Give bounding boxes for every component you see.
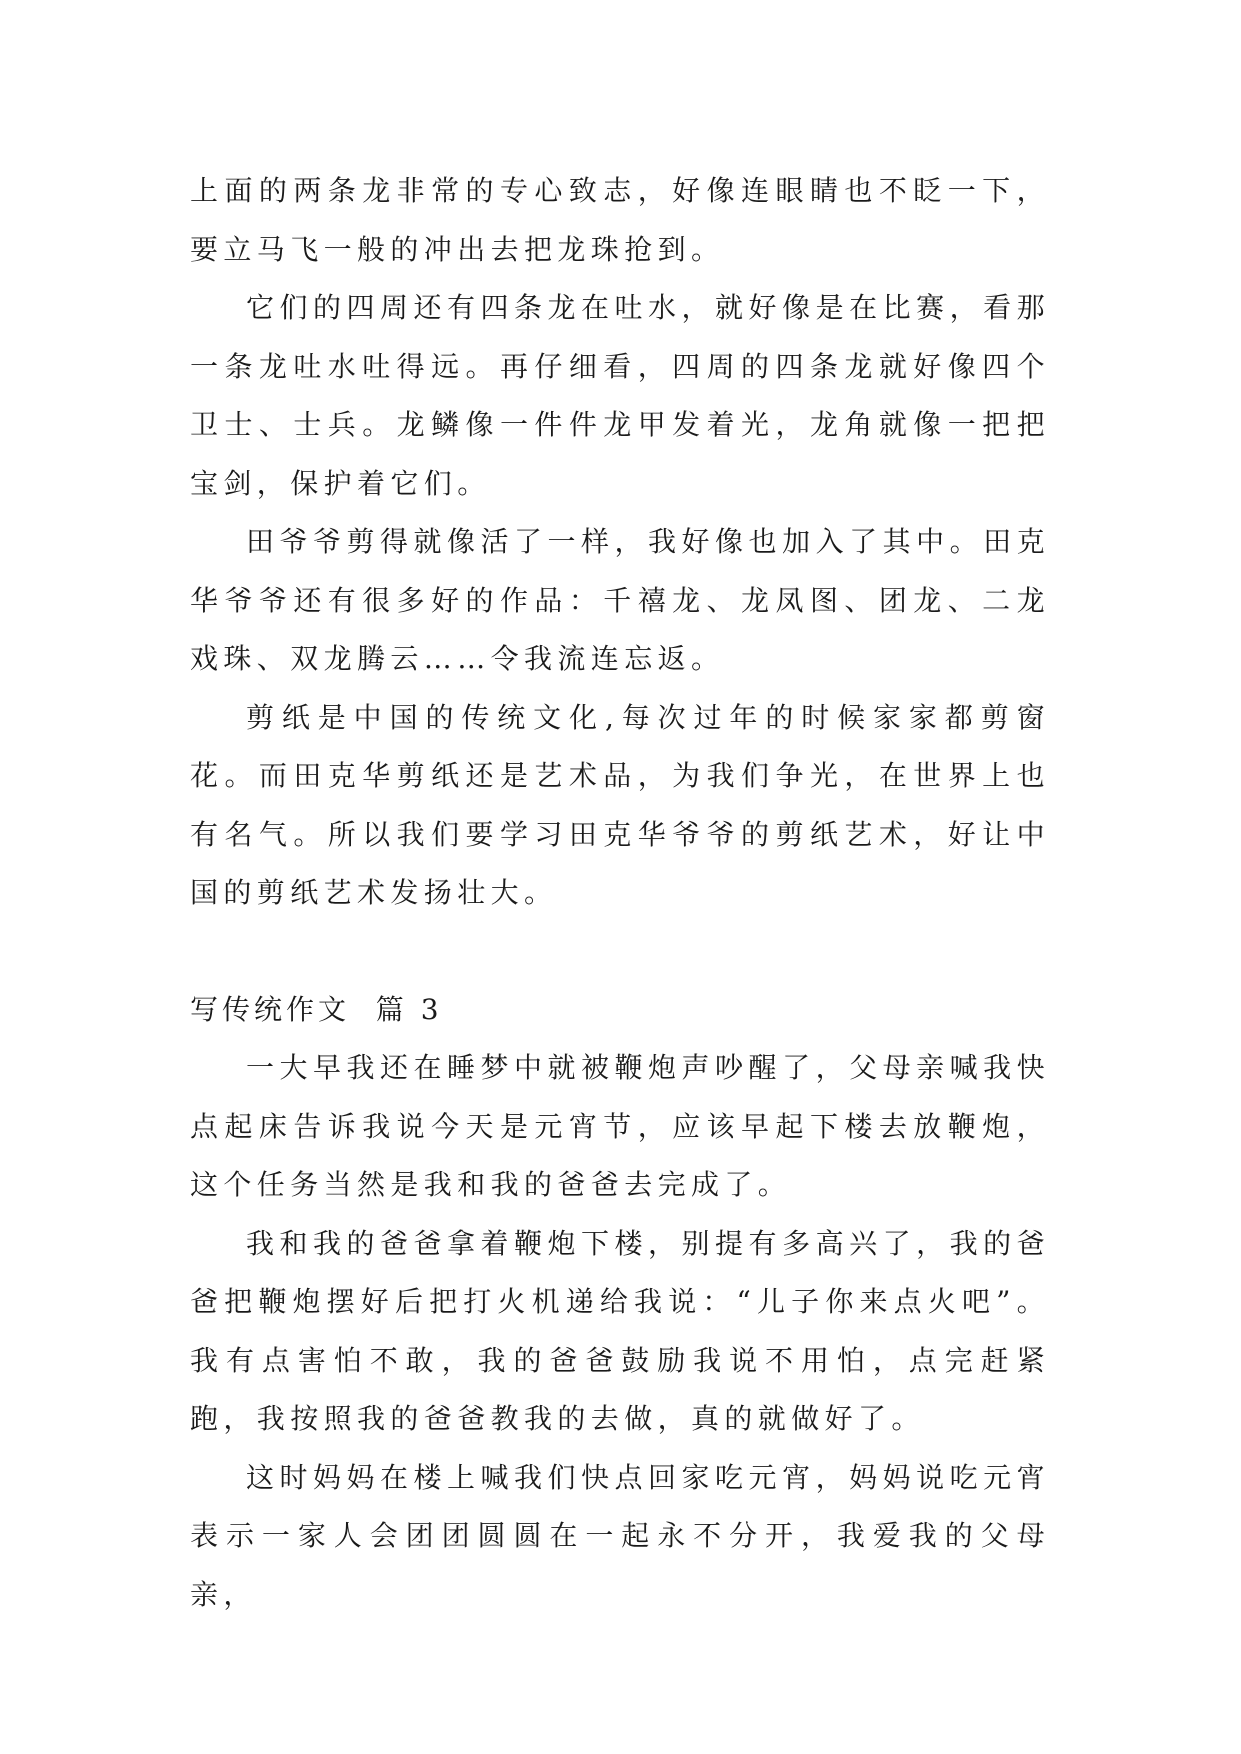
document-body: [190, 162, 1050, 1624]
paragraph: 这时妈妈在楼上喊我们快点回家吃元宵，妈妈说吃元宵表示一家人会团团圆圆在一起永不分开，我爱我的父母亲，: [190, 1460, 1050, 1611]
paragraph: 田爷爷剪得就像活了一样，我好像也加入了其中。田克华爷爷还有很多好的作品：千禧龙、龙凤图、团龙、二龙戏珠、双龙腾云……令我流连忘返。: [190, 525, 1050, 675]
section-title: 写传统作文 篇 3: [190, 992, 443, 1026]
paragraph: 我和我的爸爸拿着鞭炮下楼，别提有多高兴了，我的爸爸把鞭炮摆好后把打火机递给我说：“儿子你来点火吧”。我有点害怕不敢，我的爸爸鼓励我说不用怕，点完赶紧跑，我按照我的爸爸教我的去做，真的就做好了。: [190, 1226, 1050, 1435]
paragraph: 一大早我还在睡梦中就被鞭炮声吵醒了，父母亲喊我快点起床告诉我说今天是元宵节，应该早起下楼去放鞭炮，这个任务当然是我和我的爸爸去完成了。: [190, 1051, 1050, 1201]
paragraph: 它们的四周还有四条龙在吐水，就好像是在比赛，看那一条龙吐水吐得远。再仔细看，四周的四条龙就好像四个卫士、士兵。龙鳞像一件件龙甲发着光，龙角就像一把把宝剑，保护着它们。: [190, 291, 1050, 500]
paragraph: 剪纸是中国的传统文化,每次过年的时候家家都剪窗花。而田克华剪纸还是艺术品，为我们争光，在世界上也有名气。所以我们要学习田克华爷爷的剪纸艺术，好让中国的剪纸艺术发扬壮大。: [190, 700, 1050, 909]
paragraph-continued: 上面的两条龙非常的专心致志，好像连眼睛也不眨一下，要立马飞一般的冲出去把龙珠抢到。: [190, 174, 1050, 266]
